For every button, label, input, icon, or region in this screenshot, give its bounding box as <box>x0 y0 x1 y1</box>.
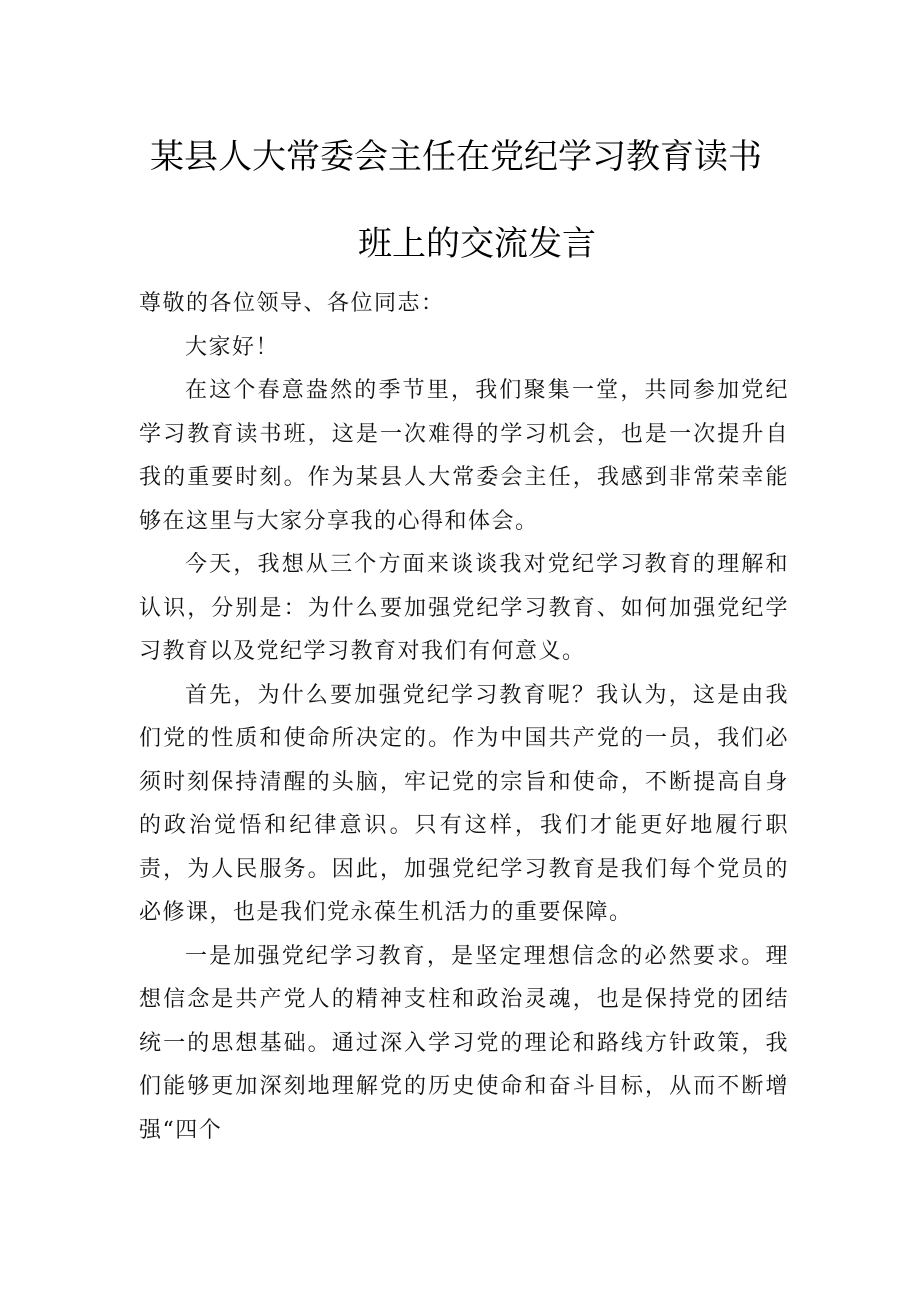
salutation: 尊敬的各位领导、各位同志： <box>139 291 445 316</box>
document-title-line-1: 某县人大常委会主任在党纪学习教育读书 <box>150 137 762 177</box>
paragraph-4: 一是加强党纪学习教育，是坚定理想信念的必然要求。理想信念是共产党人的精神支柱和政治灵魂，也是保持党的团结统一的思想基础。通过深入学习党的理论和路线方针政策，我们能够更加深刻地理解党的历史使命和奋斗目标，从而不断增强“四个 <box>139 943 789 1143</box>
paragraph-3: 首先，为什么要加强党纪学习教育呢？我认为，这是由我们党的性质和使命所决定的。作为中国共产党的一员，我们必须时刻保持清醒的头脑，牢记党的宗旨和使命，不断提高自身的政治觉悟和纪律意识。只有这样，我们才能更好地履行职责，为人民服务。因此，加强党纪学习教育是我们每个党员的必修课，也是我们党永葆生机活力的重要保障。 <box>139 682 789 925</box>
document-title-line-2: 班上的交流发言 <box>358 224 596 264</box>
document-body <box>139 282 789 1152</box>
paragraph-1: 在这个春意盎然的季节里，我们聚集一堂，共同参加党纪学习教育读书班，这是一次难得的学习机会，也是一次提升自我的重要时刻。作为某县人大常委会主任，我感到非常荣幸能够在这里与大家分享我的心得和体会。 <box>139 378 789 534</box>
paragraph-2: 今天，我想从三个方面来谈谈我对党纪学习教育的理解和认识，分别是：为什么要加强党纪学习教育、如何加强党纪学习教育以及党纪学习教育对我们有何意义。 <box>139 552 789 664</box>
greeting: 大家好！ <box>185 334 280 360</box>
